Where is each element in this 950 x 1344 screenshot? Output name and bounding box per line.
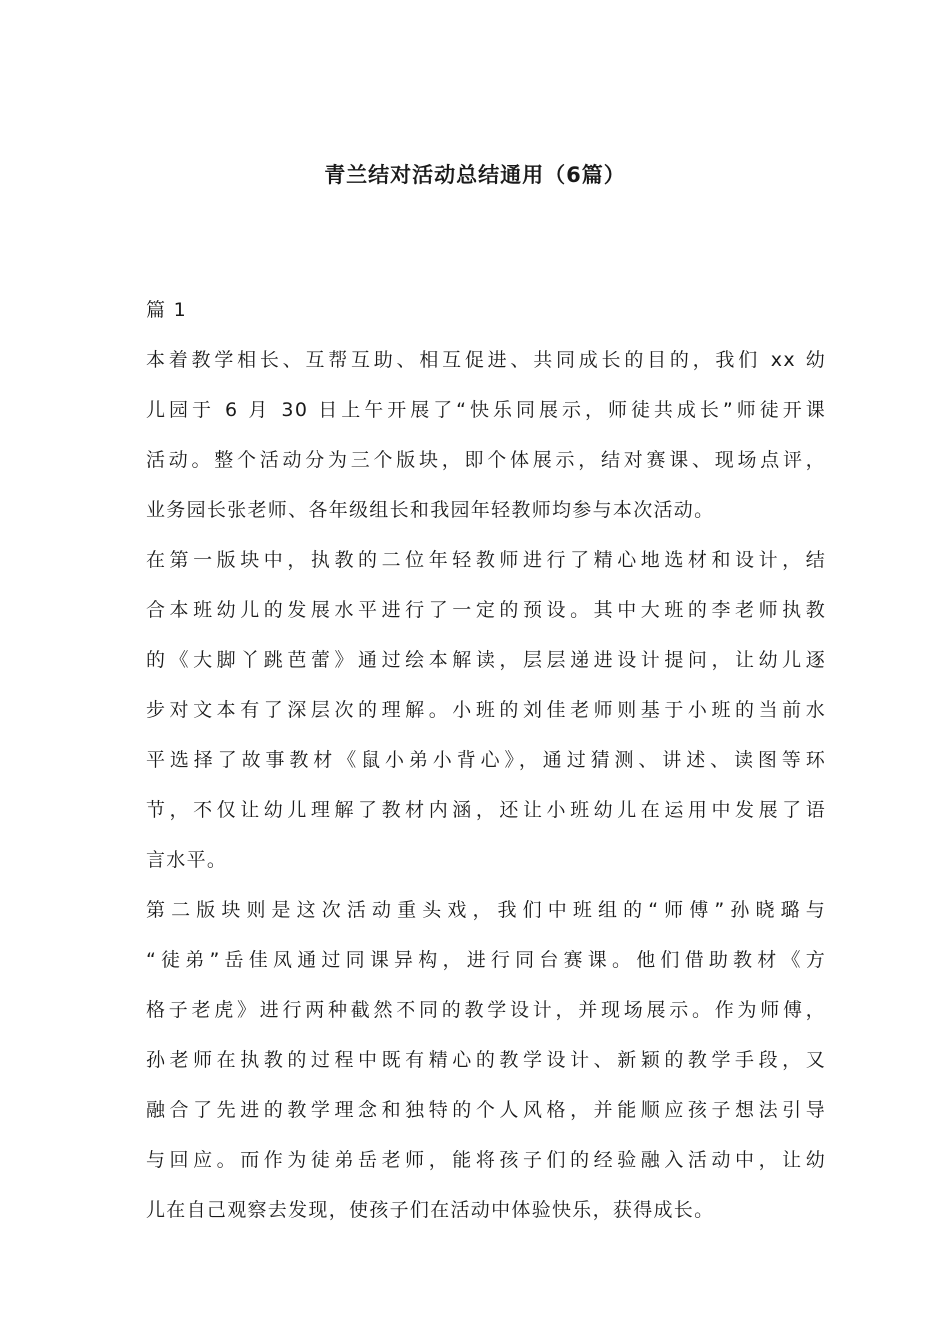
paragraph-2-line-5: 平选择了故事教材《鼠小弟小背心》，通过猜测、讲述、读图等环 <box>146 749 826 771</box>
paragraph-3-line-1: 第二版块则是这次活动重头戏，我们中班组的“师傅”孙晓璐与 <box>146 899 826 921</box>
paragraph-3-line-6: 与回应。而作为徒弟岳老师，能将孩子们的经验融入活动中，让幼 <box>146 1149 826 1171</box>
paragraph-3-line-5: 融合了先进的教学理念和独特的个人风格，并能顺应孩子想法引导 <box>146 1099 826 1121</box>
paragraph-2-line-2: 合本班幼儿的发展水平进行了一定的预设。其中大班的李老师执教 <box>146 599 826 621</box>
paragraph-2-line-6: 节，不仅让幼儿理解了教材内涵，还让小班幼儿在运用中发展了语 <box>146 799 826 821</box>
paragraph-1-line-3: 活动。整个活动分为三个版块，即个体展示，结对赛课、现场点评， <box>146 449 826 471</box>
paragraph-3-line-3: 格子老虎》进行两种截然不同的教学设计，并现场展示。作为师傅， <box>146 999 826 1021</box>
paragraph-3-line-2: “徒弟”岳佳凤通过同课异构，进行同台赛课。他们借助教材《方 <box>146 949 826 971</box>
paragraph-1-line-2: 儿园于 6 月 30 日上午开展了“快乐同展示，师徒共成长”师徒开课 <box>146 399 826 421</box>
paragraph-3-line-7: 儿在自己观察去发现，使孩子们在活动中体验快乐，获得成长。 <box>146 1199 715 1221</box>
paragraph-1-line-1: 本着教学相长、互帮互助、相互促进、共同成长的目的，我们 xx 幼 <box>146 349 826 371</box>
document-title: 青兰结对活动总结通用（6篇） <box>324 163 626 187</box>
paragraph-3-line-4: 孙老师在执教的过程中既有精心的教学设计、新颖的教学手段，又 <box>146 1049 826 1071</box>
paragraph-2-line-1: 在第一版块中，执教的二位年轻教师进行了精心地选材和设计，结 <box>146 549 826 571</box>
document-body <box>146 285 826 1235</box>
paragraph-2-line-4: 步对文本有了深层次的理解。小班的刘佳老师则基于小班的当前水 <box>146 699 826 721</box>
section-heading: 篇 1 <box>146 299 188 321</box>
paragraph-2-line-7: 言水平。 <box>146 849 228 871</box>
paragraph-2-line-3: 的《大脚丫跳芭蕾》通过绘本解读，层层递进设计提问，让幼儿逐 <box>146 649 826 671</box>
paragraph-1-line-4: 业务园长张老师、各年级组长和我园年轻教师均参与本次活动。 <box>146 499 715 521</box>
